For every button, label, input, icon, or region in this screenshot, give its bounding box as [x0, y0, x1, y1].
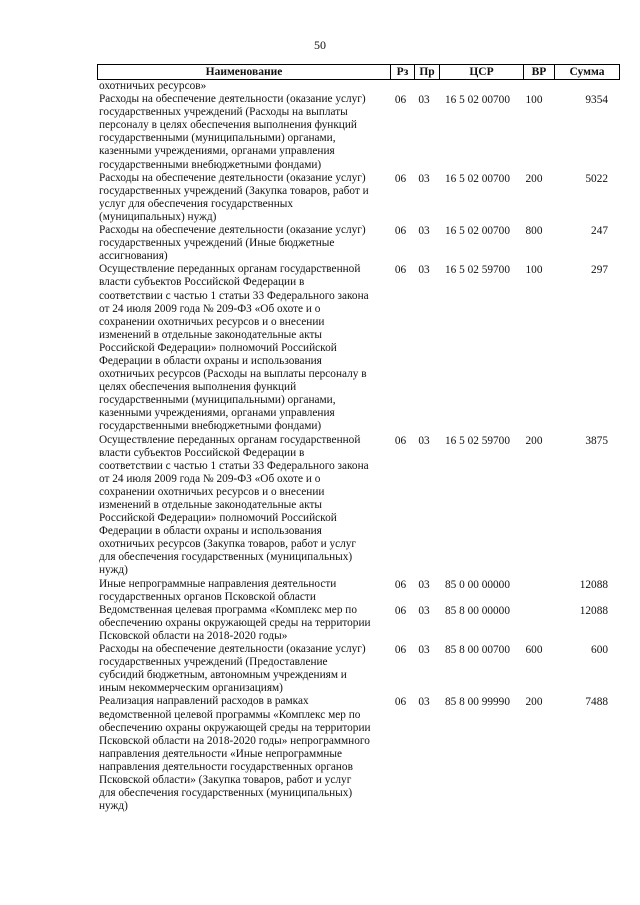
row-name-line: от 24 июля 2009 года № 209-ФЗ «Об охоте и о: [99, 302, 321, 315]
row-name-line: для обеспечения государственных (муниципальных): [99, 787, 353, 800]
row-pr: 03: [418, 644, 430, 657]
row-rz: 06: [394, 225, 407, 238]
row-sum: 247: [591, 225, 608, 238]
table-row: [97, 434, 618, 578]
row-name: [97, 643, 389, 695]
header-vr: ВР: [524, 65, 555, 79]
row-name-line: охотничьих ресурсов»: [99, 80, 207, 92]
row-name-line: Федерации в области охраны и использования: [99, 354, 322, 367]
row-pr: 03: [418, 225, 430, 238]
row-name-line: сохранении охотничьих ресурсов и о внесении: [99, 315, 325, 328]
row-name-line: власти субъектов Российской Федерации в: [99, 446, 305, 459]
row-sum: 7488: [585, 696, 608, 709]
row-pr: 03: [418, 264, 430, 277]
row-rz: 06: [394, 578, 407, 591]
row-vr: 600: [525, 644, 543, 657]
row-csr: 85 8 00 00700: [445, 644, 510, 657]
row-sum: 9354: [585, 94, 608, 107]
row-name-line: изменений в отдельные законодательные акты: [99, 328, 322, 341]
row-name-line: иным некоммерческим организациям): [99, 682, 283, 695]
header-name: Наименование: [98, 65, 391, 79]
row-vr: [519, 604, 549, 605]
table-body: [97, 80, 618, 813]
row-name-line: (муниципальных) нужд): [99, 210, 217, 223]
row-name: [97, 263, 389, 433]
table-row: [97, 695, 618, 813]
row-csr: 16 5 02 00700: [445, 94, 510, 107]
row-rz: 06: [394, 644, 407, 657]
row-name-line: казенными учреждениями, органами управления: [99, 145, 335, 158]
row-name-line: государственных учреждений (Иные бюджетные: [99, 237, 335, 250]
row-sum: 297: [591, 264, 608, 277]
row-sum: [549, 80, 618, 81]
row-csr: [436, 80, 519, 81]
row-vr: 100: [525, 94, 543, 107]
row-name-line: услуг для обеспечения государственных: [99, 197, 294, 210]
table-row: [97, 263, 618, 433]
row-name: [97, 172, 389, 224]
row-pr: 03: [418, 434, 430, 447]
row-rz: 06: [394, 434, 407, 447]
row-csr: 16 5 02 59700: [445, 264, 510, 277]
header-rz: Рз: [391, 65, 415, 79]
row-name-line: охотничьих ресурсов (Закупка товаров, работ и услуг: [99, 538, 357, 551]
row-name-line: Иные непрограммные направления деятельности: [99, 577, 337, 590]
row-name-line: соответствии с частью 1 статьи 33 Федерального закона: [99, 289, 369, 302]
row-name-line: персоналу в целях обеспечения выполнения функций: [99, 119, 357, 132]
header-sum: Сумма: [569, 66, 605, 78]
row-name-line: государственными внебюджетными фондами): [99, 420, 322, 433]
row-vr: [519, 578, 549, 579]
row-name-line: сохранении охотничьих ресурсов и о внесении: [99, 485, 325, 498]
row-name-line: для обеспечения государственных (муниципальных): [99, 551, 353, 564]
row-vr: 100: [525, 264, 543, 277]
row-name: [97, 578, 389, 604]
row-name-line: казенными учреждениями, органами управления: [99, 407, 335, 420]
row-name-line: нужд): [99, 564, 128, 577]
row-vr: [519, 80, 549, 81]
row-name-line: изменений в отдельные законодательные акты: [99, 499, 322, 511]
row-name-line: Ведомственная целевая программа «Комплекс мер по: [99, 603, 357, 616]
row-name-line: Расходы на обеспечение деятельности (оказание услуг): [99, 224, 366, 237]
row-name-line: субсидий бюджетным, автономным учреждениям и: [99, 669, 347, 682]
row-rz: 06: [394, 696, 407, 709]
table-row: [97, 604, 618, 643]
row-name: [97, 695, 389, 813]
row-rz: [389, 80, 412, 81]
row-name-line: обеспечению охраны окружающей среды на территории: [99, 616, 371, 629]
row-pr: 03: [418, 172, 430, 185]
row-name-line: ведомственной целевой программы «Комплекс мер по: [99, 708, 361, 721]
row-name-line: ассигнования): [99, 250, 168, 263]
row-name-line: целях обеспечения выполнения функций: [99, 381, 297, 394]
row-pr: 03: [418, 604, 430, 617]
row-name-line: охотничьих ресурсов (Расходы на выплаты персоналу в: [99, 368, 367, 381]
row-name-line: Российской Федерации» полномочий Российской: [99, 512, 337, 525]
row-pr: 03: [418, 578, 430, 591]
row-rz: 06: [394, 264, 407, 277]
row-rz: 06: [394, 94, 407, 107]
row-sum: 600: [591, 644, 608, 657]
row-name: [97, 93, 389, 172]
row-name-line: государственными внебюджетными фондами): [99, 158, 322, 171]
row-name-line: Осуществление переданных органам государственной: [99, 263, 361, 276]
row-name-line: Псковской области на 2018-2020 годы»: [99, 629, 288, 642]
row-pr: 03: [418, 696, 430, 709]
row-vr: 800: [525, 225, 543, 238]
row-rz: 06: [394, 172, 407, 185]
row-name-line: обеспечению охраны окружающей среды на территории: [99, 721, 371, 734]
row-name-line: государственных учреждений (Предоставление: [99, 656, 328, 669]
table-row: [97, 643, 618, 695]
row-name-line: государственных учреждений (Закупка товаров, работ и: [99, 184, 369, 197]
table-row: [97, 224, 618, 263]
table-row: [97, 80, 618, 93]
table-row: [97, 172, 618, 224]
row-name-line: от 24 июля 2009 года № 209-ФЗ «Об охоте и о: [99, 472, 321, 485]
row-name: [97, 224, 389, 263]
page-number: 50: [314, 38, 326, 52]
row-vr: 200: [525, 434, 543, 447]
row-name-line: государственными (муниципальными) органами,: [99, 132, 336, 145]
table-row: [97, 578, 618, 604]
row-name-line: Псковской области на 2018-2020 годы» непрограммного: [99, 734, 370, 747]
row-name: [97, 80, 389, 93]
row-name: [97, 604, 389, 643]
row-name-line: государственных органов Псковской области: [99, 590, 316, 603]
row-sum: 3875: [585, 434, 608, 447]
header-csr: ЦСР: [440, 65, 524, 79]
row-vr: 200: [525, 696, 543, 709]
row-csr: 85 0 00 00000: [445, 578, 510, 591]
table-row: [97, 93, 618, 172]
row-vr: 200: [525, 172, 543, 185]
row-name-line: власти субъектов Российской Федерации в: [99, 276, 305, 289]
row-csr: 16 5 02 00700: [445, 172, 510, 185]
row-sum: 12088: [579, 578, 608, 591]
row-name-line: государственных учреждений (Расходы на выплаты: [99, 106, 348, 119]
row-csr: 85 8 00 99990: [445, 696, 510, 709]
table-header: [97, 64, 620, 80]
row-csr: 16 5 02 00700: [445, 225, 510, 238]
row-rz: 06: [394, 604, 407, 617]
row-name-line: Федерации в области охраны и использования: [99, 525, 322, 538]
row-csr: 85 8 00 00000: [445, 604, 510, 617]
row-name-line: соответствии с частью 1 статьи 33 Федерального закона: [99, 459, 369, 472]
row-name-line: Осуществление переданных органам государственной: [99, 433, 361, 446]
row-name-line: Российской Федерации» полномочий Российской: [99, 341, 337, 354]
row-name-line: Расходы на обеспечение деятельности (оказание услуг): [99, 93, 366, 106]
row-name-line: Псковской области» (Закупка товаров, работ и услуг: [99, 773, 352, 786]
row-sum: 5022: [585, 172, 608, 185]
row-name-line: направления деятельности «Иные непрограммные: [99, 747, 342, 760]
row-sum: 12088: [579, 604, 608, 617]
row-pr: [412, 80, 436, 81]
row-name-line: Реализация направлений расходов в рамках: [99, 695, 309, 708]
row-name-line: государственными (муниципальными) органами,: [99, 394, 336, 407]
row-name-line: Расходы на обеспечение деятельности (оказание услуг): [99, 171, 366, 184]
row-name-line: направления деятельности государственных органов: [99, 760, 353, 773]
row-name-line: нужд): [99, 800, 128, 813]
row-name: [97, 434, 389, 578]
row-csr: 16 5 02 59700: [445, 434, 510, 447]
row-name-line: Расходы на обеспечение деятельности (оказание услуг): [99, 643, 366, 656]
header-pr: Пр: [415, 65, 440, 79]
row-pr: 03: [418, 94, 430, 107]
